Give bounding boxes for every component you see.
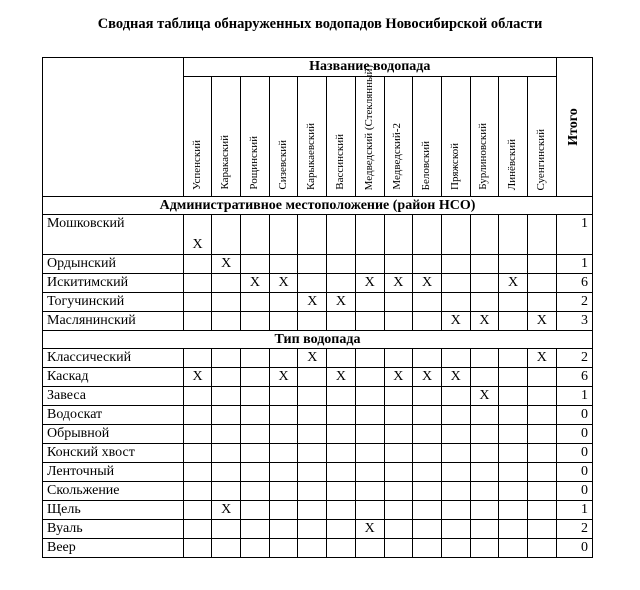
empty-cell (413, 312, 442, 331)
mark-cell: X (441, 312, 470, 331)
empty-cell (241, 215, 270, 255)
row-label: Маслянинский (43, 312, 184, 331)
empty-cell (269, 387, 298, 406)
mark-cell: X (441, 368, 470, 387)
empty-cell (384, 312, 413, 331)
empty-cell (212, 349, 241, 368)
empty-cell (355, 406, 384, 425)
empty-cell (470, 520, 499, 539)
waterfall-name: Суенгинский (535, 128, 548, 190)
row-total: 0 (556, 539, 592, 558)
empty-cell (298, 501, 327, 520)
waterfall-group-header: Название водопада (183, 58, 556, 77)
row-total: 0 (556, 482, 592, 501)
empty-cell (384, 463, 413, 482)
empty-cell (355, 425, 384, 444)
waterfall-name: Вассинский (334, 134, 347, 190)
empty-cell (527, 387, 556, 406)
empty-cell (298, 215, 327, 255)
mark-cell: X (355, 274, 384, 293)
empty-cell (327, 255, 356, 274)
table-row (43, 349, 593, 368)
empty-cell (384, 293, 413, 312)
waterfall-name: Бурлиновский (477, 123, 490, 190)
empty-cell (212, 482, 241, 501)
empty-cell (183, 520, 212, 539)
empty-cell (413, 539, 442, 558)
waterfall-name-cell (355, 64, 384, 197)
empty-cell (384, 349, 413, 368)
mark-cell: X (183, 215, 212, 255)
empty-cell (441, 293, 470, 312)
empty-cell (527, 444, 556, 463)
empty-cell (269, 349, 298, 368)
empty-cell (413, 387, 442, 406)
empty-cell (499, 368, 528, 387)
empty-cell (269, 425, 298, 444)
waterfall-name: Медведский (Стеклянный) (362, 64, 375, 190)
waterfall-name: Каракаский (219, 135, 232, 190)
mark-cell: X (327, 293, 356, 312)
empty-cell (212, 539, 241, 558)
empty-cell (298, 274, 327, 293)
empty-cell (269, 406, 298, 425)
empty-cell (355, 215, 384, 255)
empty-cell (441, 215, 470, 255)
section-title: Тип водопада (43, 331, 593, 349)
empty-cell (355, 293, 384, 312)
empty-cell (499, 463, 528, 482)
empty-cell (527, 255, 556, 274)
mark-cell: X (470, 387, 499, 406)
empty-cell (212, 463, 241, 482)
row-total: 6 (556, 368, 592, 387)
mark-cell: X (355, 520, 384, 539)
table-row (43, 520, 593, 539)
section-title: Административное местоположение (район НСО) (43, 197, 593, 215)
empty-cell (441, 539, 470, 558)
empty-cell (183, 349, 212, 368)
empty-cell (499, 406, 528, 425)
row-label: Веер (43, 539, 184, 558)
waterfall-name-cell (241, 77, 270, 197)
page-title: Сводная таблица обнаруженных водопадов Новосибирской области (97, 16, 543, 32)
empty-cell (298, 387, 327, 406)
empty-cell (470, 293, 499, 312)
row-total: 2 (556, 293, 592, 312)
empty-cell (441, 520, 470, 539)
row-label: Классический (43, 349, 184, 368)
empty-cell (327, 387, 356, 406)
empty-cell (269, 501, 298, 520)
empty-cell (212, 406, 241, 425)
empty-cell (212, 387, 241, 406)
waterfall-summary-table (42, 57, 593, 558)
empty-cell (298, 539, 327, 558)
empty-cell (413, 501, 442, 520)
row-total: 0 (556, 463, 592, 482)
waterfall-name-cell (212, 77, 241, 197)
empty-cell (241, 368, 270, 387)
row-total: 2 (556, 349, 592, 368)
empty-cell (527, 539, 556, 558)
empty-cell (413, 482, 442, 501)
row-total: 0 (556, 425, 592, 444)
empty-cell (413, 444, 442, 463)
waterfall-name: Рощинский (248, 136, 261, 190)
row-label: Щель (43, 501, 184, 520)
empty-cell (499, 501, 528, 520)
waterfall-name: Пряжской (448, 143, 461, 190)
empty-cell (413, 406, 442, 425)
empty-cell (441, 255, 470, 274)
empty-cell (470, 215, 499, 255)
row-label: Скольжение (43, 482, 184, 501)
row-label: Ордынский (43, 255, 184, 274)
empty-cell (527, 501, 556, 520)
empty-cell (212, 293, 241, 312)
mark-cell: X (212, 255, 241, 274)
empty-cell (384, 215, 413, 255)
empty-cell (327, 463, 356, 482)
empty-cell (470, 501, 499, 520)
mark-cell: X (269, 274, 298, 293)
mark-cell: X (527, 349, 556, 368)
empty-cell (212, 444, 241, 463)
empty-cell (298, 312, 327, 331)
row-total: 0 (556, 406, 592, 425)
waterfall-name-cell (441, 77, 470, 197)
empty-cell (355, 368, 384, 387)
waterfall-name-cell (384, 77, 413, 197)
mark-cell: X (327, 368, 356, 387)
empty-cell (183, 482, 212, 501)
empty-cell (384, 482, 413, 501)
empty-cell (183, 406, 212, 425)
empty-cell (327, 520, 356, 539)
row-total: 1 (556, 215, 592, 255)
table-row (43, 406, 593, 425)
row-label: Тогучинский (43, 293, 184, 312)
empty-cell (298, 482, 327, 501)
waterfall-name-cell (527, 77, 556, 197)
empty-cell (499, 293, 528, 312)
empty-cell (355, 501, 384, 520)
empty-cell (413, 215, 442, 255)
empty-cell (470, 444, 499, 463)
header-row-group (43, 58, 593, 77)
table-row (43, 463, 593, 482)
mark-cell: X (499, 274, 528, 293)
empty-cell (241, 425, 270, 444)
empty-cell (499, 539, 528, 558)
empty-cell (241, 520, 270, 539)
row-total: 1 (556, 255, 592, 274)
empty-cell (327, 501, 356, 520)
empty-cell (241, 501, 270, 520)
table-row (43, 425, 593, 444)
table-row (43, 444, 593, 463)
empty-cell (241, 482, 270, 501)
row-label: Водоскат (43, 406, 184, 425)
waterfall-name: Сизевский (276, 140, 289, 190)
empty-cell (527, 482, 556, 501)
empty-cell (327, 539, 356, 558)
empty-cell (269, 482, 298, 501)
mark-cell: X (384, 274, 413, 293)
waterfall-name: Успенский (190, 139, 203, 190)
table-row (43, 215, 593, 255)
empty-cell (327, 425, 356, 444)
section-header-row (43, 197, 593, 215)
empty-cell (183, 255, 212, 274)
row-label: Вуаль (43, 520, 184, 539)
row-label: Мошковский (43, 215, 184, 255)
row-label: Завеса (43, 387, 184, 406)
row-total: 3 (556, 312, 592, 331)
empty-cell (441, 444, 470, 463)
empty-cell (327, 482, 356, 501)
empty-cell (441, 387, 470, 406)
mark-cell: X (269, 368, 298, 387)
empty-cell (241, 312, 270, 331)
corner-cell (43, 58, 184, 197)
empty-cell (470, 368, 499, 387)
empty-cell (413, 520, 442, 539)
mark-cell: X (241, 274, 270, 293)
waterfall-name-cell (327, 77, 356, 197)
empty-cell (470, 274, 499, 293)
waterfall-name: Медведский-2 (391, 123, 404, 190)
empty-cell (527, 293, 556, 312)
mark-cell: X (470, 312, 499, 331)
empty-cell (212, 368, 241, 387)
empty-cell (327, 349, 356, 368)
empty-cell (441, 501, 470, 520)
empty-cell (527, 425, 556, 444)
empty-cell (241, 387, 270, 406)
empty-cell (355, 312, 384, 331)
empty-cell (499, 387, 528, 406)
mark-cell: X (413, 274, 442, 293)
empty-cell (499, 215, 528, 255)
empty-cell (384, 520, 413, 539)
empty-cell (441, 274, 470, 293)
row-total: 2 (556, 520, 592, 539)
waterfall-name: Карыкаевский (305, 122, 318, 190)
row-label: Искитимский (43, 274, 184, 293)
empty-cell (183, 274, 212, 293)
waterfall-name-cell (269, 77, 298, 197)
empty-cell (241, 444, 270, 463)
empty-cell (355, 255, 384, 274)
mark-cell: X (298, 293, 327, 312)
empty-cell (355, 482, 384, 501)
empty-cell (355, 463, 384, 482)
empty-cell (212, 215, 241, 255)
waterfall-name: Беловский (420, 140, 433, 190)
empty-cell (527, 274, 556, 293)
empty-cell (269, 539, 298, 558)
empty-cell (269, 463, 298, 482)
table-row (43, 312, 593, 331)
empty-cell (470, 539, 499, 558)
empty-cell (355, 387, 384, 406)
empty-cell (183, 501, 212, 520)
empty-cell (183, 293, 212, 312)
empty-cell (499, 444, 528, 463)
empty-cell (384, 539, 413, 558)
waterfall-name-cell (183, 77, 212, 197)
empty-cell (384, 501, 413, 520)
table-row (43, 482, 593, 501)
table-row (43, 274, 593, 293)
empty-cell (269, 255, 298, 274)
empty-cell (269, 312, 298, 331)
section-header-row (43, 331, 593, 349)
empty-cell (298, 255, 327, 274)
empty-cell (241, 539, 270, 558)
empty-cell (298, 520, 327, 539)
waterfall-name-cell (499, 77, 528, 197)
total-header-cell (556, 58, 592, 197)
table-row (43, 539, 593, 558)
empty-cell (327, 312, 356, 331)
mark-cell: X (384, 368, 413, 387)
row-label: Ленточный (43, 463, 184, 482)
empty-cell (441, 482, 470, 501)
mark-cell: X (527, 312, 556, 331)
waterfall-name-cell (470, 77, 499, 197)
empty-cell (183, 387, 212, 406)
waterfall-name-cell (413, 77, 442, 197)
empty-cell (298, 444, 327, 463)
empty-cell (183, 425, 212, 444)
row-total: 1 (556, 501, 592, 520)
empty-cell (499, 312, 528, 331)
table-row (43, 501, 593, 520)
empty-cell (355, 349, 384, 368)
empty-cell (269, 444, 298, 463)
empty-cell (355, 539, 384, 558)
empty-cell (298, 463, 327, 482)
empty-cell (212, 425, 241, 444)
row-label: Обрывной (43, 425, 184, 444)
empty-cell (470, 255, 499, 274)
empty-cell (298, 368, 327, 387)
waterfall-name-cell (298, 77, 327, 197)
empty-cell (441, 425, 470, 444)
mark-cell: X (413, 368, 442, 387)
empty-cell (327, 274, 356, 293)
empty-cell (298, 406, 327, 425)
empty-cell (327, 215, 356, 255)
row-total: 6 (556, 274, 592, 293)
table-row (43, 255, 593, 274)
empty-cell (183, 463, 212, 482)
empty-cell (269, 215, 298, 255)
empty-cell (384, 406, 413, 425)
empty-cell (269, 293, 298, 312)
empty-cell (499, 520, 528, 539)
empty-cell (241, 463, 270, 482)
empty-cell (413, 255, 442, 274)
empty-cell (327, 406, 356, 425)
empty-cell (441, 349, 470, 368)
empty-cell (470, 482, 499, 501)
empty-cell (384, 444, 413, 463)
waterfall-name: Линёвский (506, 138, 519, 190)
empty-cell (441, 406, 470, 425)
empty-cell (470, 425, 499, 444)
empty-cell (384, 255, 413, 274)
empty-cell (413, 293, 442, 312)
empty-cell (241, 349, 270, 368)
empty-cell (355, 444, 384, 463)
table-row (43, 368, 593, 387)
empty-cell (384, 425, 413, 444)
empty-cell (212, 520, 241, 539)
empty-cell (384, 387, 413, 406)
table-row (43, 293, 593, 312)
empty-cell (441, 463, 470, 482)
empty-cell (527, 520, 556, 539)
empty-cell (499, 425, 528, 444)
empty-cell (499, 255, 528, 274)
row-total: 0 (556, 444, 592, 463)
empty-cell (470, 349, 499, 368)
empty-cell (499, 482, 528, 501)
mark-cell: X (298, 349, 327, 368)
empty-cell (183, 312, 212, 331)
empty-cell (241, 293, 270, 312)
empty-cell (413, 425, 442, 444)
empty-cell (241, 406, 270, 425)
empty-cell (527, 368, 556, 387)
empty-cell (212, 274, 241, 293)
empty-cell (241, 255, 270, 274)
total-header: Итого (566, 108, 582, 146)
empty-cell (413, 463, 442, 482)
mark-cell: X (183, 368, 212, 387)
empty-cell (298, 425, 327, 444)
empty-cell (527, 463, 556, 482)
row-total: 1 (556, 387, 592, 406)
table-row (43, 387, 593, 406)
row-label: Каскад (43, 368, 184, 387)
empty-cell (183, 539, 212, 558)
row-label: Конский хвост (43, 444, 184, 463)
empty-cell (470, 406, 499, 425)
empty-cell (470, 463, 499, 482)
mark-cell: X (212, 501, 241, 520)
empty-cell (183, 444, 212, 463)
empty-cell (327, 444, 356, 463)
empty-cell (527, 215, 556, 255)
empty-cell (413, 349, 442, 368)
empty-cell (527, 406, 556, 425)
empty-cell (499, 349, 528, 368)
empty-cell (269, 520, 298, 539)
empty-cell (212, 312, 241, 331)
